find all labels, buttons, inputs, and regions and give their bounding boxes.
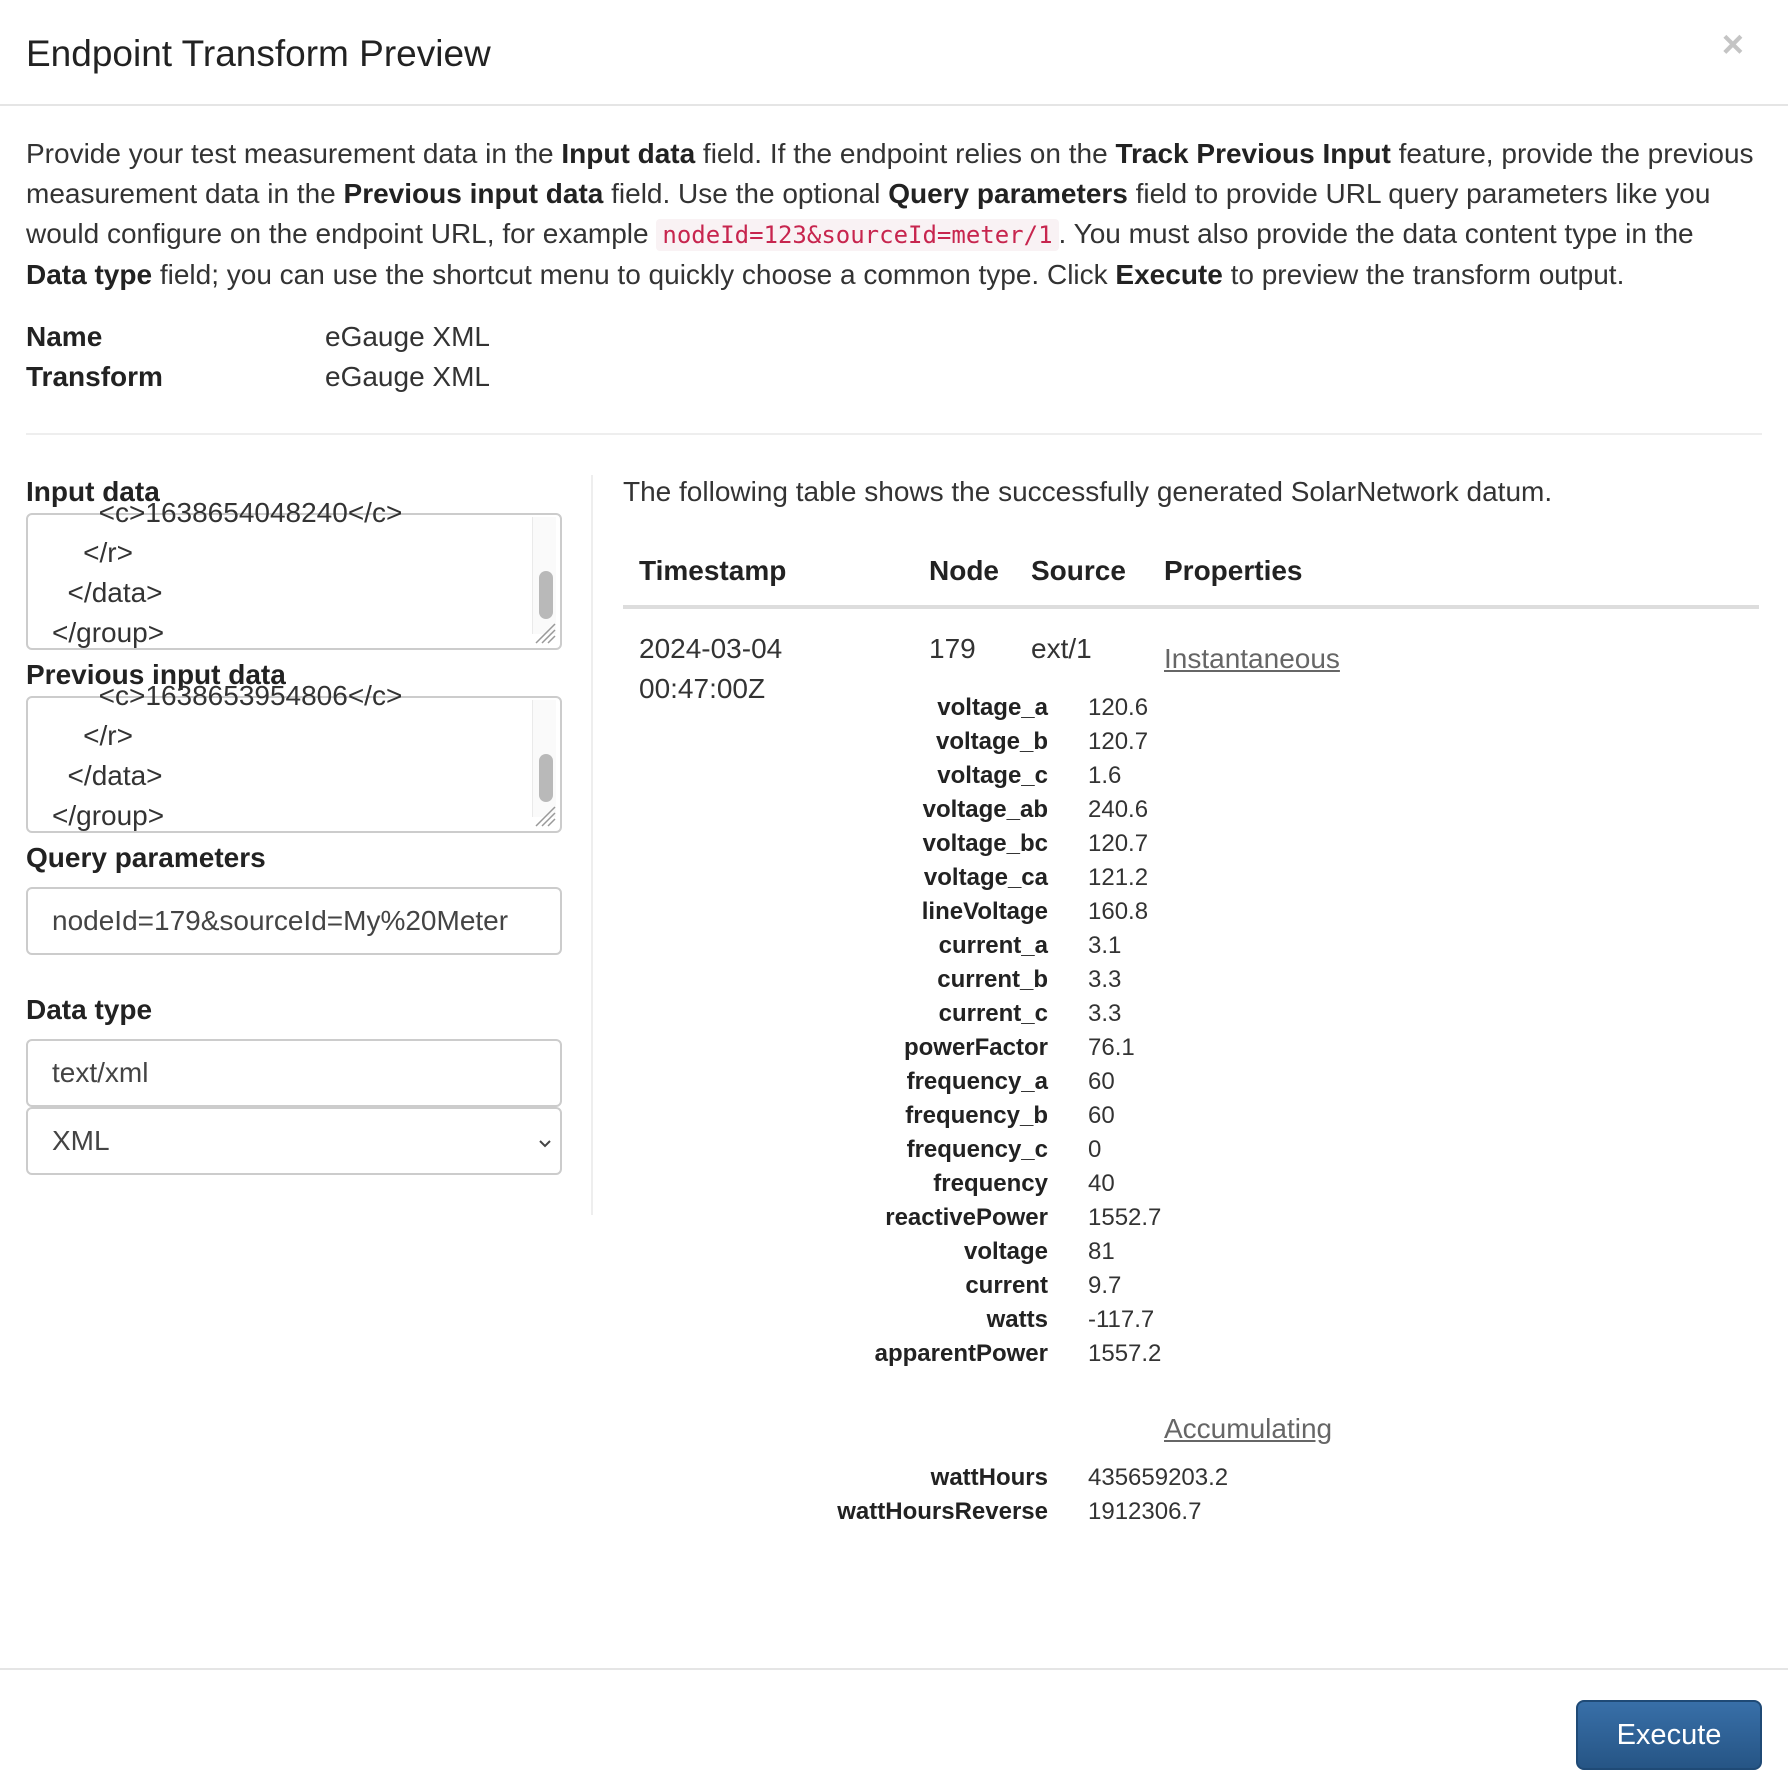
table-row: [623, 607, 1759, 1591]
cell-node: 179: [929, 633, 976, 664]
endpoint-meta: [26, 317, 1762, 397]
property-value: -117.7: [1088, 1306, 1155, 1333]
property-value: 1552.7: [1088, 1204, 1162, 1231]
transform-value: eGauge XML: [325, 361, 490, 392]
property-value: 3.3: [1088, 966, 1122, 993]
query-params-label: Query parameters: [26, 842, 266, 873]
divider: [26, 433, 1762, 435]
property-value: 160.8: [1088, 898, 1149, 925]
property-value: 3.3: [1088, 1000, 1122, 1027]
property-value: 0: [1088, 1136, 1102, 1163]
example-code: nodeId=123&sourceId=meter/1: [656, 219, 1058, 251]
previous-input-textarea[interactable]: [26, 680, 562, 833]
property-name: voltage_a: [937, 694, 1048, 721]
property-name: current_c: [938, 1000, 1048, 1027]
resize-grip-icon[interactable]: [534, 805, 556, 827]
property-name: voltage_bc: [922, 830, 1048, 857]
property-name: current_b: [937, 966, 1048, 993]
col-node: Node: [913, 539, 1015, 607]
data-type-select-value: XML: [52, 1125, 110, 1156]
property-value: 60: [1088, 1102, 1115, 1129]
modal-header: [0, 0, 1788, 106]
property-name: watts: [986, 1306, 1048, 1333]
property-name: reactivePower: [885, 1204, 1048, 1231]
chevron-down-icon: [538, 1137, 552, 1151]
data-type-input[interactable]: text/xml: [26, 1039, 562, 1107]
property-value: 121.2: [1088, 864, 1149, 891]
property-name: voltage_ca: [923, 864, 1048, 891]
property-name: current_a: [938, 932, 1048, 959]
property-value: 1912306.7: [1088, 1498, 1202, 1525]
property-value: 3.1: [1088, 932, 1122, 959]
query-params-input[interactable]: nodeId=179&sourceId=My%20Meter: [26, 887, 562, 955]
previous-input-scrollbar[interactable]: [532, 700, 556, 817]
property-value: 60: [1088, 1068, 1115, 1095]
datum-table: [623, 539, 1759, 1591]
property-value: 240.6: [1088, 796, 1149, 823]
close-icon[interactable]: ×: [1721, 24, 1744, 66]
property-name: wattHoursReverse: [837, 1498, 1048, 1525]
property-name: lineVoltage: [921, 898, 1048, 925]
property-name: wattHours: [930, 1464, 1048, 1491]
property-value: 1.6: [1088, 762, 1122, 789]
execute-button[interactable]: Execute: [1576, 1700, 1762, 1770]
resize-grip-icon[interactable]: [534, 622, 556, 644]
property-name: current: [965, 1272, 1048, 1299]
form-column: [26, 475, 593, 1215]
input-data-text: <c>1638654048240</c> </r> </data> </group>: [52, 497, 403, 648]
property-value: 1557.2: [1088, 1340, 1162, 1367]
input-data-label: Input data: [26, 476, 160, 507]
property-name: powerFactor: [903, 1034, 1048, 1061]
property-name: voltage_c: [937, 762, 1048, 789]
previous-input-label: Previous input data: [26, 659, 286, 690]
property-name: frequency_b: [905, 1102, 1048, 1129]
instantaneous-props: [730, 691, 1743, 1371]
modal-title: Endpoint Transform Preview: [26, 33, 491, 74]
accumulating-props: [730, 1461, 1743, 1529]
property-value: 76.1: [1088, 1034, 1135, 1061]
name-label: Name: [26, 321, 103, 352]
property-name: frequency_a: [906, 1068, 1048, 1095]
property-name: voltage_b: [935, 728, 1048, 755]
transform-label: Transform: [26, 361, 163, 392]
instantaneous-heading: Instantaneous: [1164, 643, 1340, 674]
result-intro: The following table shows the successfully generated SolarNetwork datum.: [623, 476, 1553, 507]
content-columns: [26, 475, 1762, 1591]
cell-timestamp: 2024-03-04 00:47:00Z: [639, 633, 783, 704]
input-data-scrollbar[interactable]: [532, 517, 556, 634]
property-name: frequency_c: [906, 1136, 1048, 1163]
data-type-label: Data type: [26, 994, 153, 1025]
result-column: [593, 475, 1762, 1591]
property-name: voltage_ab: [922, 796, 1048, 823]
property-value: 9.7: [1088, 1272, 1122, 1299]
property-value: 81: [1088, 1238, 1115, 1265]
previous-input-text: <c>1638653954806</c> </r> </data> </group>: [52, 680, 403, 831]
col-source: Source: [1015, 539, 1148, 607]
property-value: 120.7: [1088, 830, 1149, 857]
property-value: 40: [1088, 1170, 1115, 1197]
intro-text: Provide your test measurement data in the Input data field. If the endpoint relies on the Track Previous Input feature, provide the previous measurement data in the Previous input data field. Use the optional Query parameters field to provide URL query parameters like you would configure on the endpoint URL, for example nodeId=123&sourceId=meter/1 . You must also provide the data content type in the Data type field; you can use the shortcut menu to quickly choose a common type. Click Execute to preview the transform output.: [26, 138, 1754, 290]
name-value: eGauge XML: [325, 321, 490, 352]
property-name: frequency: [933, 1170, 1048, 1197]
col-properties: Properties: [1148, 539, 1759, 607]
property-name: apparentPower: [874, 1340, 1048, 1367]
input-data-textarea[interactable]: [26, 497, 562, 650]
property-value: 435659203.2: [1088, 1464, 1229, 1491]
property-name: voltage: [963, 1238, 1048, 1265]
modal-body: [0, 134, 1788, 1591]
property-value: 120.7: [1088, 728, 1149, 755]
cell-source: ext/1: [1031, 633, 1092, 664]
data-type-select[interactable]: [26, 1107, 562, 1175]
accumulating-heading: Accumulating: [1164, 1413, 1333, 1444]
property-value: 120.6: [1088, 694, 1149, 721]
modal-footer: [0, 1668, 1788, 1792]
col-timestamp: Timestamp: [623, 539, 913, 607]
